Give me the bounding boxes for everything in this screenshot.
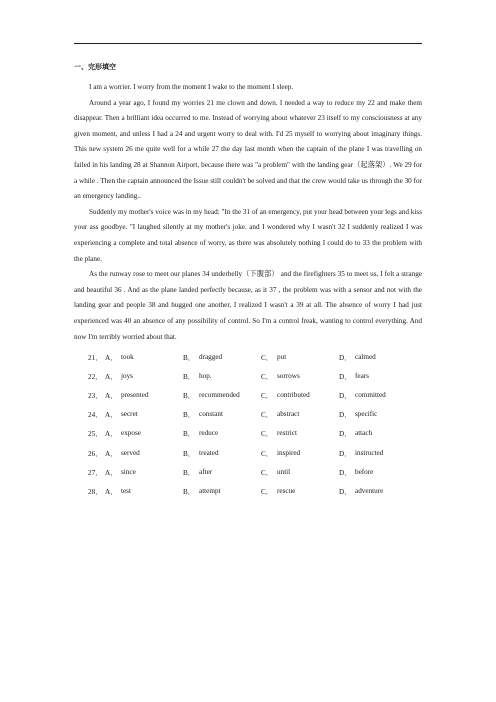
paragraph-1: I am a worrier. I worry from the moment I wake to the moment I sleep. <box>89 83 294 91</box>
question-number: 27． <box>88 468 103 477</box>
option-b: B． reduce <box>183 429 219 439</box>
question-row <box>74 425 422 444</box>
option-a: A． joys <box>105 371 133 381</box>
option-d: D． instructed <box>339 448 384 458</box>
paragraph-3: Suddenly my mother's voice was in my head: "In the 31 of an emergency, put your head between your legs and kiss your ass goodbye. "I laughed silently at my mother's joke. and I wondered why I wasn't 32 I suddenly realized I was experiencing a complete and total absence of worry, as there was absolutely nothing I could do to 33 the problem with the plane. <box>74 207 422 263</box>
question-row <box>74 463 422 482</box>
question-row <box>74 444 422 463</box>
option-c: C． put <box>261 352 287 362</box>
option-a: A． expose <box>105 429 141 439</box>
option-c: C． rescue <box>261 487 296 496</box>
option-b: B． dragged <box>183 352 223 362</box>
paragraph-2: Around a year ago, I found my worries 21 me clown and down. I needed a way to reduce my 22 and make them disappear. Then a brilliant idea occurred to me. Instead of worrying about whatever 23 itself to my consciousness at any given moment, and unless I had a 24 and urgent worry to deal with. I'd 25 myself to worrying about imaginary things. This new system 26 me quite well for a while 27 the day last month when the captain of the plane I was travelling on failed in his landing 28 at Shannon Airport, because there was "a problem" with the landing gear（起落架）. We 29 for a while . Then the captain announced the Issue still couldn't be solved and that the crew would take us through the 30 for an emergency landing.. <box>74 98 422 201</box>
option-d: D． calmed <box>339 352 376 362</box>
option-a: A． served <box>105 448 140 458</box>
header-rule <box>74 43 422 44</box>
option-c: C． abstract <box>261 410 300 420</box>
question-number: 21． <box>88 353 103 362</box>
option-d: D． before <box>339 467 374 477</box>
paragraph-4: As the runway rose to meet our planes 34 underbelly（下腹部） and the firefighters 35 to meet us, I felt a strange and beautiful 36 . And as the plane landed perfectly because, as it 37 , the problem was with a sensor and not with the landing gear and people 38 and hugged one another, I realized I wasn't a 39 at all. The absence of worry I had just experienced was 40 an absence of any possibility of control. So I'm a control freak, wanting to control everything. And now I'm terribly worried about that. <box>74 270 422 341</box>
option-c: C． sorrows <box>261 371 300 381</box>
option-a: A． since <box>105 467 136 477</box>
question-row <box>74 386 422 405</box>
section-heading: 一、完形填空 <box>74 63 116 71</box>
option-b: B． hop. <box>183 371 212 381</box>
question-number: 26． <box>88 449 103 458</box>
option-c: C． inspired <box>261 448 301 458</box>
option-a: A． presented <box>105 391 149 401</box>
option-b: B． constant <box>183 410 223 420</box>
question-row <box>74 348 422 367</box>
option-d: D． attach <box>339 429 373 439</box>
question-number: 24． <box>88 411 103 420</box>
option-c: C． restrict <box>261 429 297 439</box>
option-d: D． specific <box>339 410 378 420</box>
option-a: A． test <box>105 487 131 496</box>
option-b: B． attempt <box>183 487 221 496</box>
option-b: B． treated <box>183 448 219 458</box>
question-number: 22． <box>88 372 103 381</box>
option-b: B． after <box>183 467 213 477</box>
question-number: 25． <box>88 430 103 439</box>
option-a: A． took <box>105 352 134 362</box>
option-d: D． committed <box>339 391 386 401</box>
question-row <box>74 482 422 501</box>
question-number: 28． <box>88 488 103 496</box>
option-d: D． adventure <box>339 487 384 496</box>
option-c: C． until <box>261 467 291 477</box>
option-d: D． fears <box>339 371 369 381</box>
question-row <box>74 406 422 425</box>
document-content <box>74 62 422 502</box>
options-list <box>74 348 422 502</box>
option-a: A． secret <box>105 410 138 420</box>
question-row <box>74 367 422 386</box>
option-b: B． recommended <box>183 391 240 401</box>
question-number: 23． <box>88 392 103 401</box>
option-c: C． contributed <box>261 391 310 401</box>
